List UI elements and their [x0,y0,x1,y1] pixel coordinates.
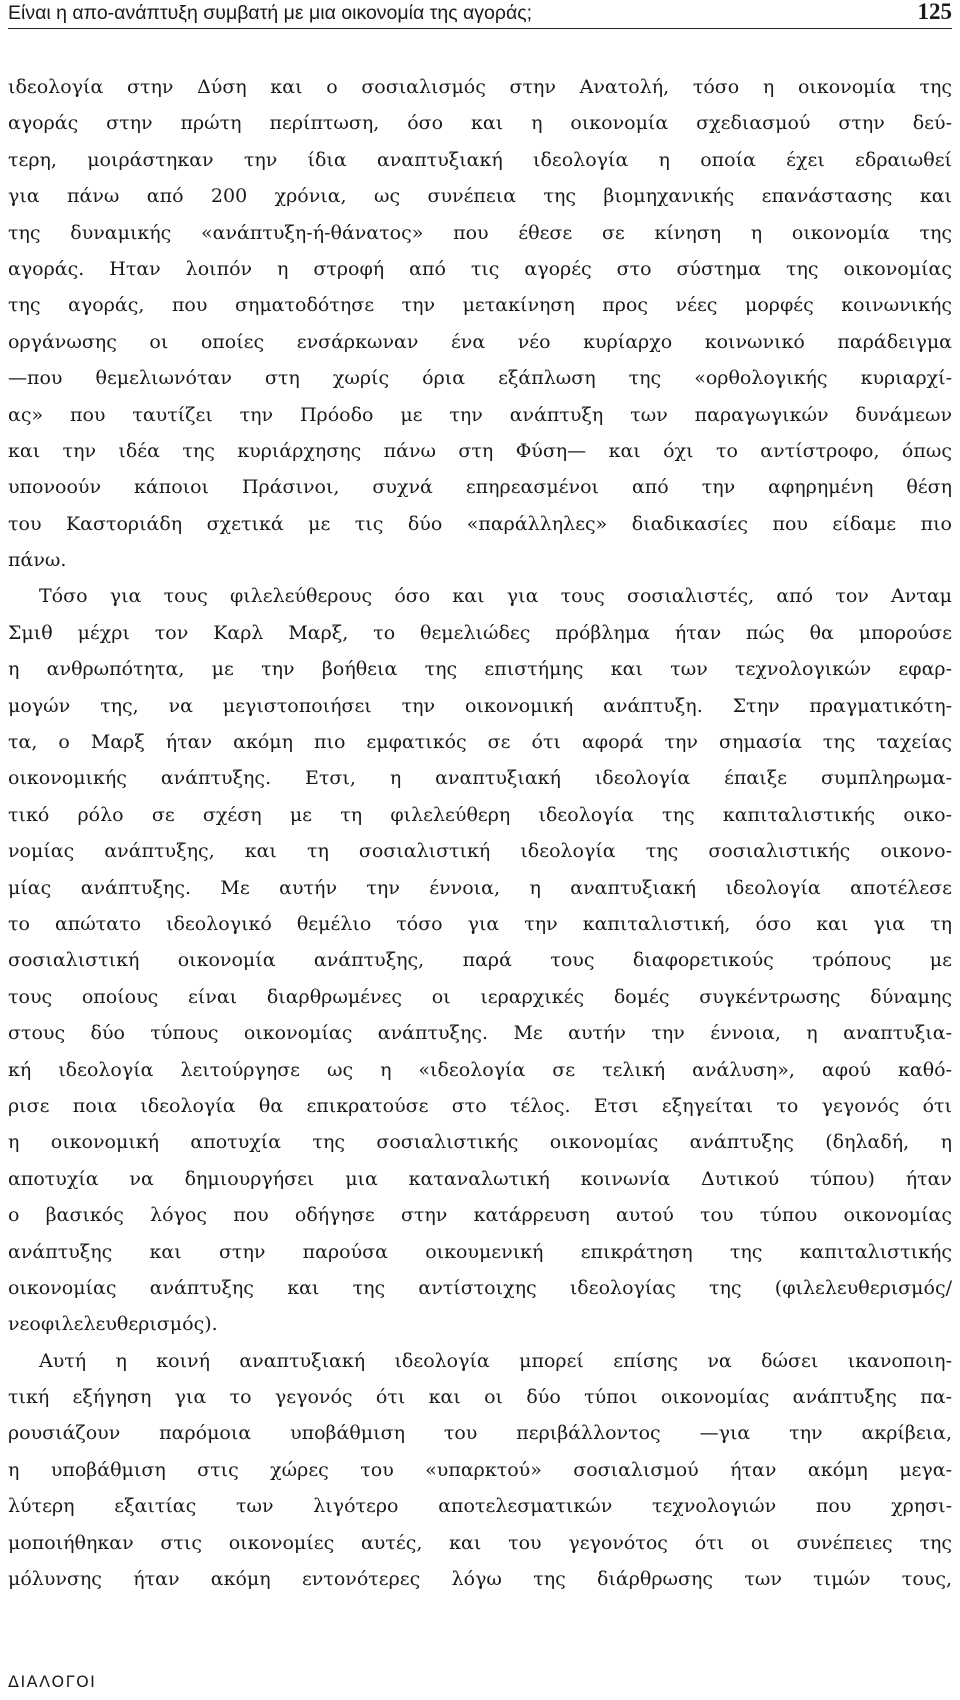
text-line: πάνω. [8,549,67,572]
text-line: η οικονομική αποτυχία της σοσιαλιστικής οικονομίας ανάπτυξης (δηλαδή, η [8,1131,952,1154]
text-line: αγοράς. Ηταν λοιπόν η στροφή από τις αγορές στο σύστημα της οικονομίας [8,257,952,280]
body-text [8,69,952,1597]
text-line: νεοφιλελευθερισμός). [8,1313,218,1336]
text-line: μίας ανάπτυξης. Με αυτήν την έννοια, η αναπτυξιακή ιδεολογία αποτέλεσε [8,876,952,899]
text-line: της αγοράς, που σηματοδότησε την μετακίνηση προς νέες μορφές κοινωνικής [8,294,952,317]
text-line: Αυτή η κοινή αναπτυξιακή ιδεολογία μπορεί επίσης να δώσει ικανοποιη- [39,1349,952,1372]
text-line: και την ιδέα της κυριάρχησης πάνω στη Φύση— και όχι το αντίστροφο, όπως [8,439,952,462]
text-line: ας» που ταυτίζει την Πρόοδο με την ανάπτυξη των παραγωγικών δυνάμεων [8,403,952,426]
chapter-title: Είναι η απο-ανάπτυξη συμβατή με μια οικονομία της αγοράς; [8,2,533,24]
text-line: αποτυχία να δημιουργήσει μια καταναλωτική κοινωνία Δυτικού τύπου) ήταν [8,1167,952,1190]
text-line: τερη, μοιράστηκαν την ίδια αναπτυξιακή ιδεολογία η οποία έχει εδραιωθεί [8,148,952,171]
text-line: το απώτατο ιδεολογικό θεμέλιο τόσο για την καπιταλιστική, όσο και για τη [8,912,952,935]
text-line: τους οποίους είναι διαρθρωμένες οι ιεραρχικές δομές συγκέντρωσης δύναμης [8,985,952,1008]
text-line: μοποιήθηκαν στις οικονομίες αυτές, και του γεγονότος ότι οι συνέπειες της [8,1531,952,1554]
text-line: ανάπτυξης και στην παρούσα οικουμενική επικράτηση της καπιταλιστικής [8,1240,952,1263]
text-line: του Καστοριάδη σχετικά με τις δύο «παράλληλες» διαδικασίες που είδαμε πιο [8,512,952,535]
text-line: στους δύο τύπους οικονομίας ανάπτυξης. Με αυτήν την έννοια, η αναπτυξια- [8,1022,952,1045]
text-line: τα, ο Μαρξ ήταν ακόμη πιο εμφατικός σε ότι αφορά την σημασία της ταχείας [8,731,952,754]
text-line: της δυναμικής «ανάπτυξη-ή-θάνατος» που έθεσε σε κίνηση η οικονομία της [8,221,952,244]
text-line: η ανθρωπότητα, με την βοήθεια της επιστήμης και των τεχνολογικών εφαρ- [8,658,952,681]
text-line: η υποβάθμιση στις χώρες του «υπαρκτού» σοσιαλισμού ήταν ακόμη μεγα- [8,1458,952,1481]
text-line: μογών της, να μεγιστοποιήσει την οικονομική ανάπτυξη. Στην πραγματικότη- [8,694,952,717]
text-line: οικονομίας ανάπτυξης και της αντίστοιχης ιδεολογίας της (φιλελευθερισμός/ [8,1276,952,1299]
text-line: μόλυνσης ήταν ακόμη εντονότερες λόγω της διάρθρωσης των τιμών τους, [8,1568,952,1591]
text-line: ιδεολογία στην Δύση και ο σοσιαλισμός στην Ανατολή, τόσο η οικονομία της [8,76,952,98]
page-number: 125 [917,0,952,24]
text-line: οικονομικής ανάπτυξης. Ετσι, η αναπτυξιακή ιδεολογία έπαιξε συμπληρωμα- [8,767,952,790]
text-line: υπονοούν κάποιοι Πράσινοι, συχνά επηρεασμένοι από την αφηρημένη θέση [8,476,952,499]
text-line: κή ιδεολογία λειτούργησε ως η «ιδεολογία σε τελική ανάλυση», αφού καθό- [8,1058,952,1081]
text-line: σοσιαλιστική οικονομία ανάπτυξης, παρά τους διαφορετικούς τρόπους με [8,949,952,972]
text-line: ρουσιάζουν παρόμοια υποβάθμιση του περιβάλλοντος —για την ακρίβεια, [8,1422,952,1445]
book-footer: ΔΙΑΛΟΓΟΙ [8,1672,97,1691]
running-head [8,0,952,29]
text-line: Σμιθ μέχρι τον Καρλ Μαρξ, το θεμελιώδες πρόβλημα ήταν πώς θα μπορούσε [8,621,952,644]
text-line: ο βασικός λόγος που οδήγησε στην κατάρρευση αυτού του τύπου οικονομίας [8,1204,952,1227]
text-line: νομίας ανάπτυξης, και τη σοσιαλιστική ιδεολογία της σοσιαλιστικής οικονο- [8,840,952,863]
text-line: —που θεμελιωνόταν στη χωρίς όρια εξάπλωση της «ορθολογικής κυριαρχί- [8,367,952,390]
text-line: τικό ρόλο σε σχέση με τη φιλελεύθερη ιδεολογία της καπιταλιστικής οικο- [8,803,952,826]
text-line: τική εξήγηση για το γεγονός ότι και οι δύο τύποι οικονομίας ανάπτυξης πα- [8,1386,952,1409]
text-line: οργάνωσης οι οποίες ενσάρκωναν ένα νέο κυρίαρχο κοινωνικό παράδειγμα [8,330,952,353]
text-line: αγοράς στην πρώτη περίπτωση, όσο και η οικονομία σχεδιασμού στην δεύ- [8,112,952,135]
text-line: ρισε ποια ιδεολογία θα επικρατούσε στο τέλος. Ετσι εξηγείται το γεγονός ότι [8,1094,952,1117]
text-line: για πάνω από 200 χρόνια, ως συνέπεια της βιομηχανικής επανάστασης και [8,185,952,208]
text-line: Τόσο για τους φιλελεύθερους όσο και για τους σοσιαλιστές, από τον Ανταμ [39,585,952,608]
text-line: λύτερη εξαιτίας των λιγότερο αποτελεσματικών τεχνολογιών που χρησι- [8,1495,952,1518]
